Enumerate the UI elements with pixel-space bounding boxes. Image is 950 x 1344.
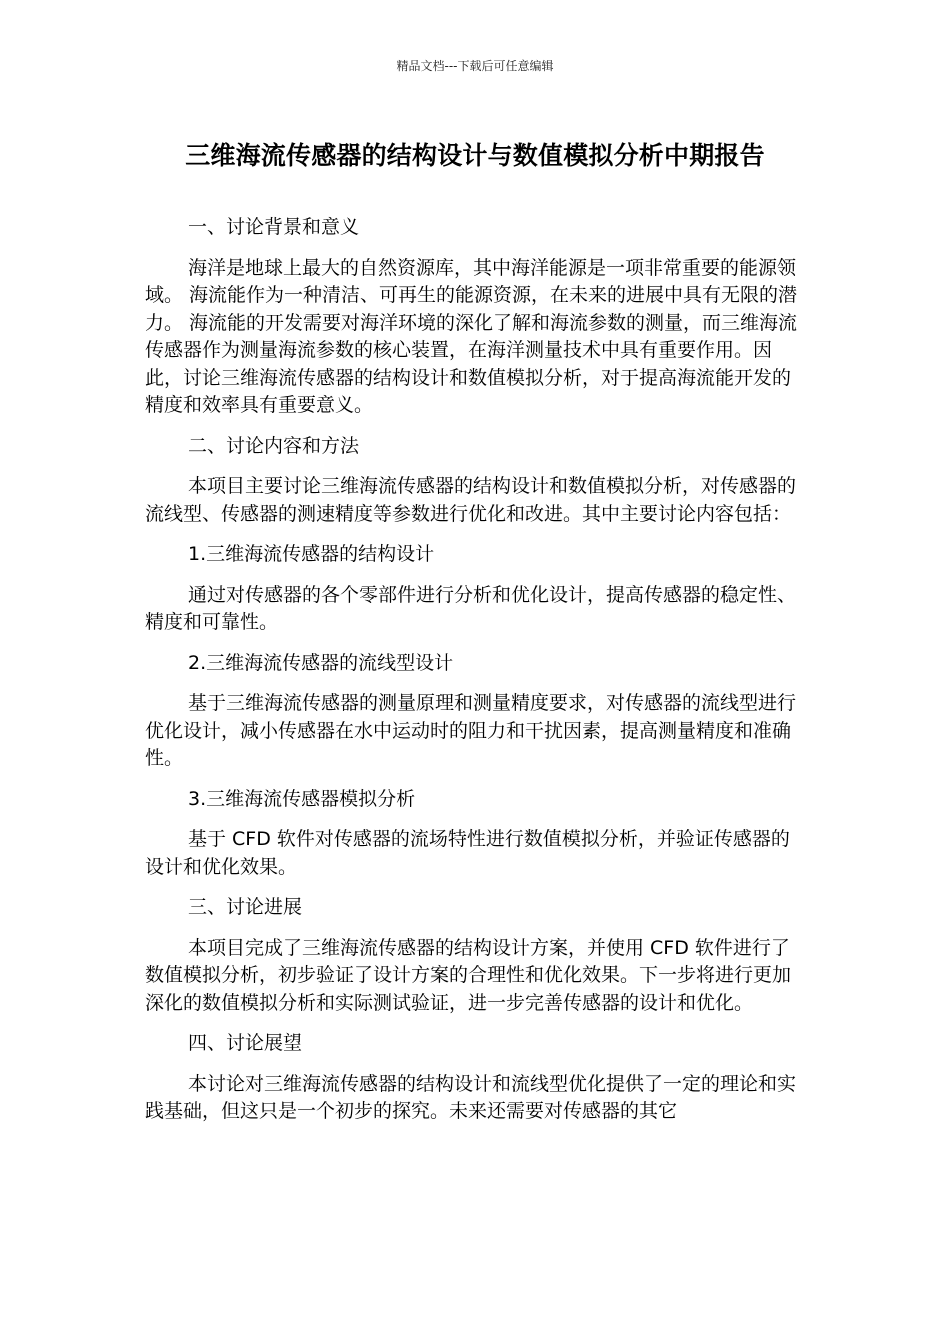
section-heading-background: 一、讨论背景和意义 bbox=[188, 216, 360, 238]
paragraph-structure-design: 通过对传感器的各个零部件进行分析和优化设计，提高传感器的稳定性、精度和可靠性。 bbox=[145, 583, 797, 633]
page-header-note: 精品文档---下载后可任意编辑 bbox=[396, 59, 554, 73]
paragraph-outlook: 本讨论对三维海流传感器的结构设计和流线型优化提供了一定的理论和实践基础，但这只是一个初步的探究。未来还需要对传感器的其它 bbox=[145, 1072, 797, 1122]
subheading-simulation-analysis: 3.三维海流传感器模拟分析 bbox=[188, 787, 416, 810]
paragraph-content-intro: 本项目主要讨论三维海流传感器的结构设计和数值模拟分析，对传感器的流线型、传感器的测速精度等参数进行优化和改进。其中主要讨论内容包括： bbox=[145, 475, 797, 525]
paragraph-simulation-analysis: 基于 CFD 软件对传感器的流场特性进行数值模拟分析，并验证传感器的设计和优化效果。 bbox=[145, 828, 790, 878]
section-heading-outlook: 四、讨论展望 bbox=[188, 1032, 303, 1054]
section-heading-progress: 三、讨论进展 bbox=[188, 896, 303, 918]
paragraph-background: 海洋是地球上最大的自然资源库，其中海洋能源是一项非常重要的能源领域。 海流能作为一种清洁、可再生的能源资源，在未来的进展中具有无限的潜力。 海流能的开发需要对海洋环境的深化了解和海流参数的测量，而三维海流传感器作为测量海流参数的核心装置，在海洋测量技术中具有重要作用。因此，讨论三维海流传感器的结构设计和数值模拟分析，对于提高海流能开发的精度和效率具有重要意义。 bbox=[145, 256, 798, 416]
paragraph-streamline-design: 基于三维海流传感器的测量原理和测量精度要求，对传感器的流线型进行优化设计，减小传感器在水中运动时的阻力和干扰因素，提高测量精度和准确性。 bbox=[145, 692, 797, 769]
subheading-streamline-design: 2.三维海流传感器的流线型设计 bbox=[188, 651, 454, 674]
section-heading-content-methods: 二、讨论内容和方法 bbox=[188, 434, 360, 457]
document-title: 三维海流传感器的结构设计与数值模拟分析中期报告 bbox=[185, 141, 765, 170]
subheading-structure-design: 1.三维海流传感器的结构设计 bbox=[188, 543, 435, 565]
paragraph-progress: 本项目完成了三维海流传感器的结构设计方案，并使用 CFD 软件进行了数值模拟分析，初步验证了设计方案的合理性和优化效果。下一步将进行更加深化的数值模拟分析和实际测试验证，进一步完善传感器的设计和优化。 bbox=[145, 936, 792, 1014]
document-body bbox=[145, 214, 805, 1139]
